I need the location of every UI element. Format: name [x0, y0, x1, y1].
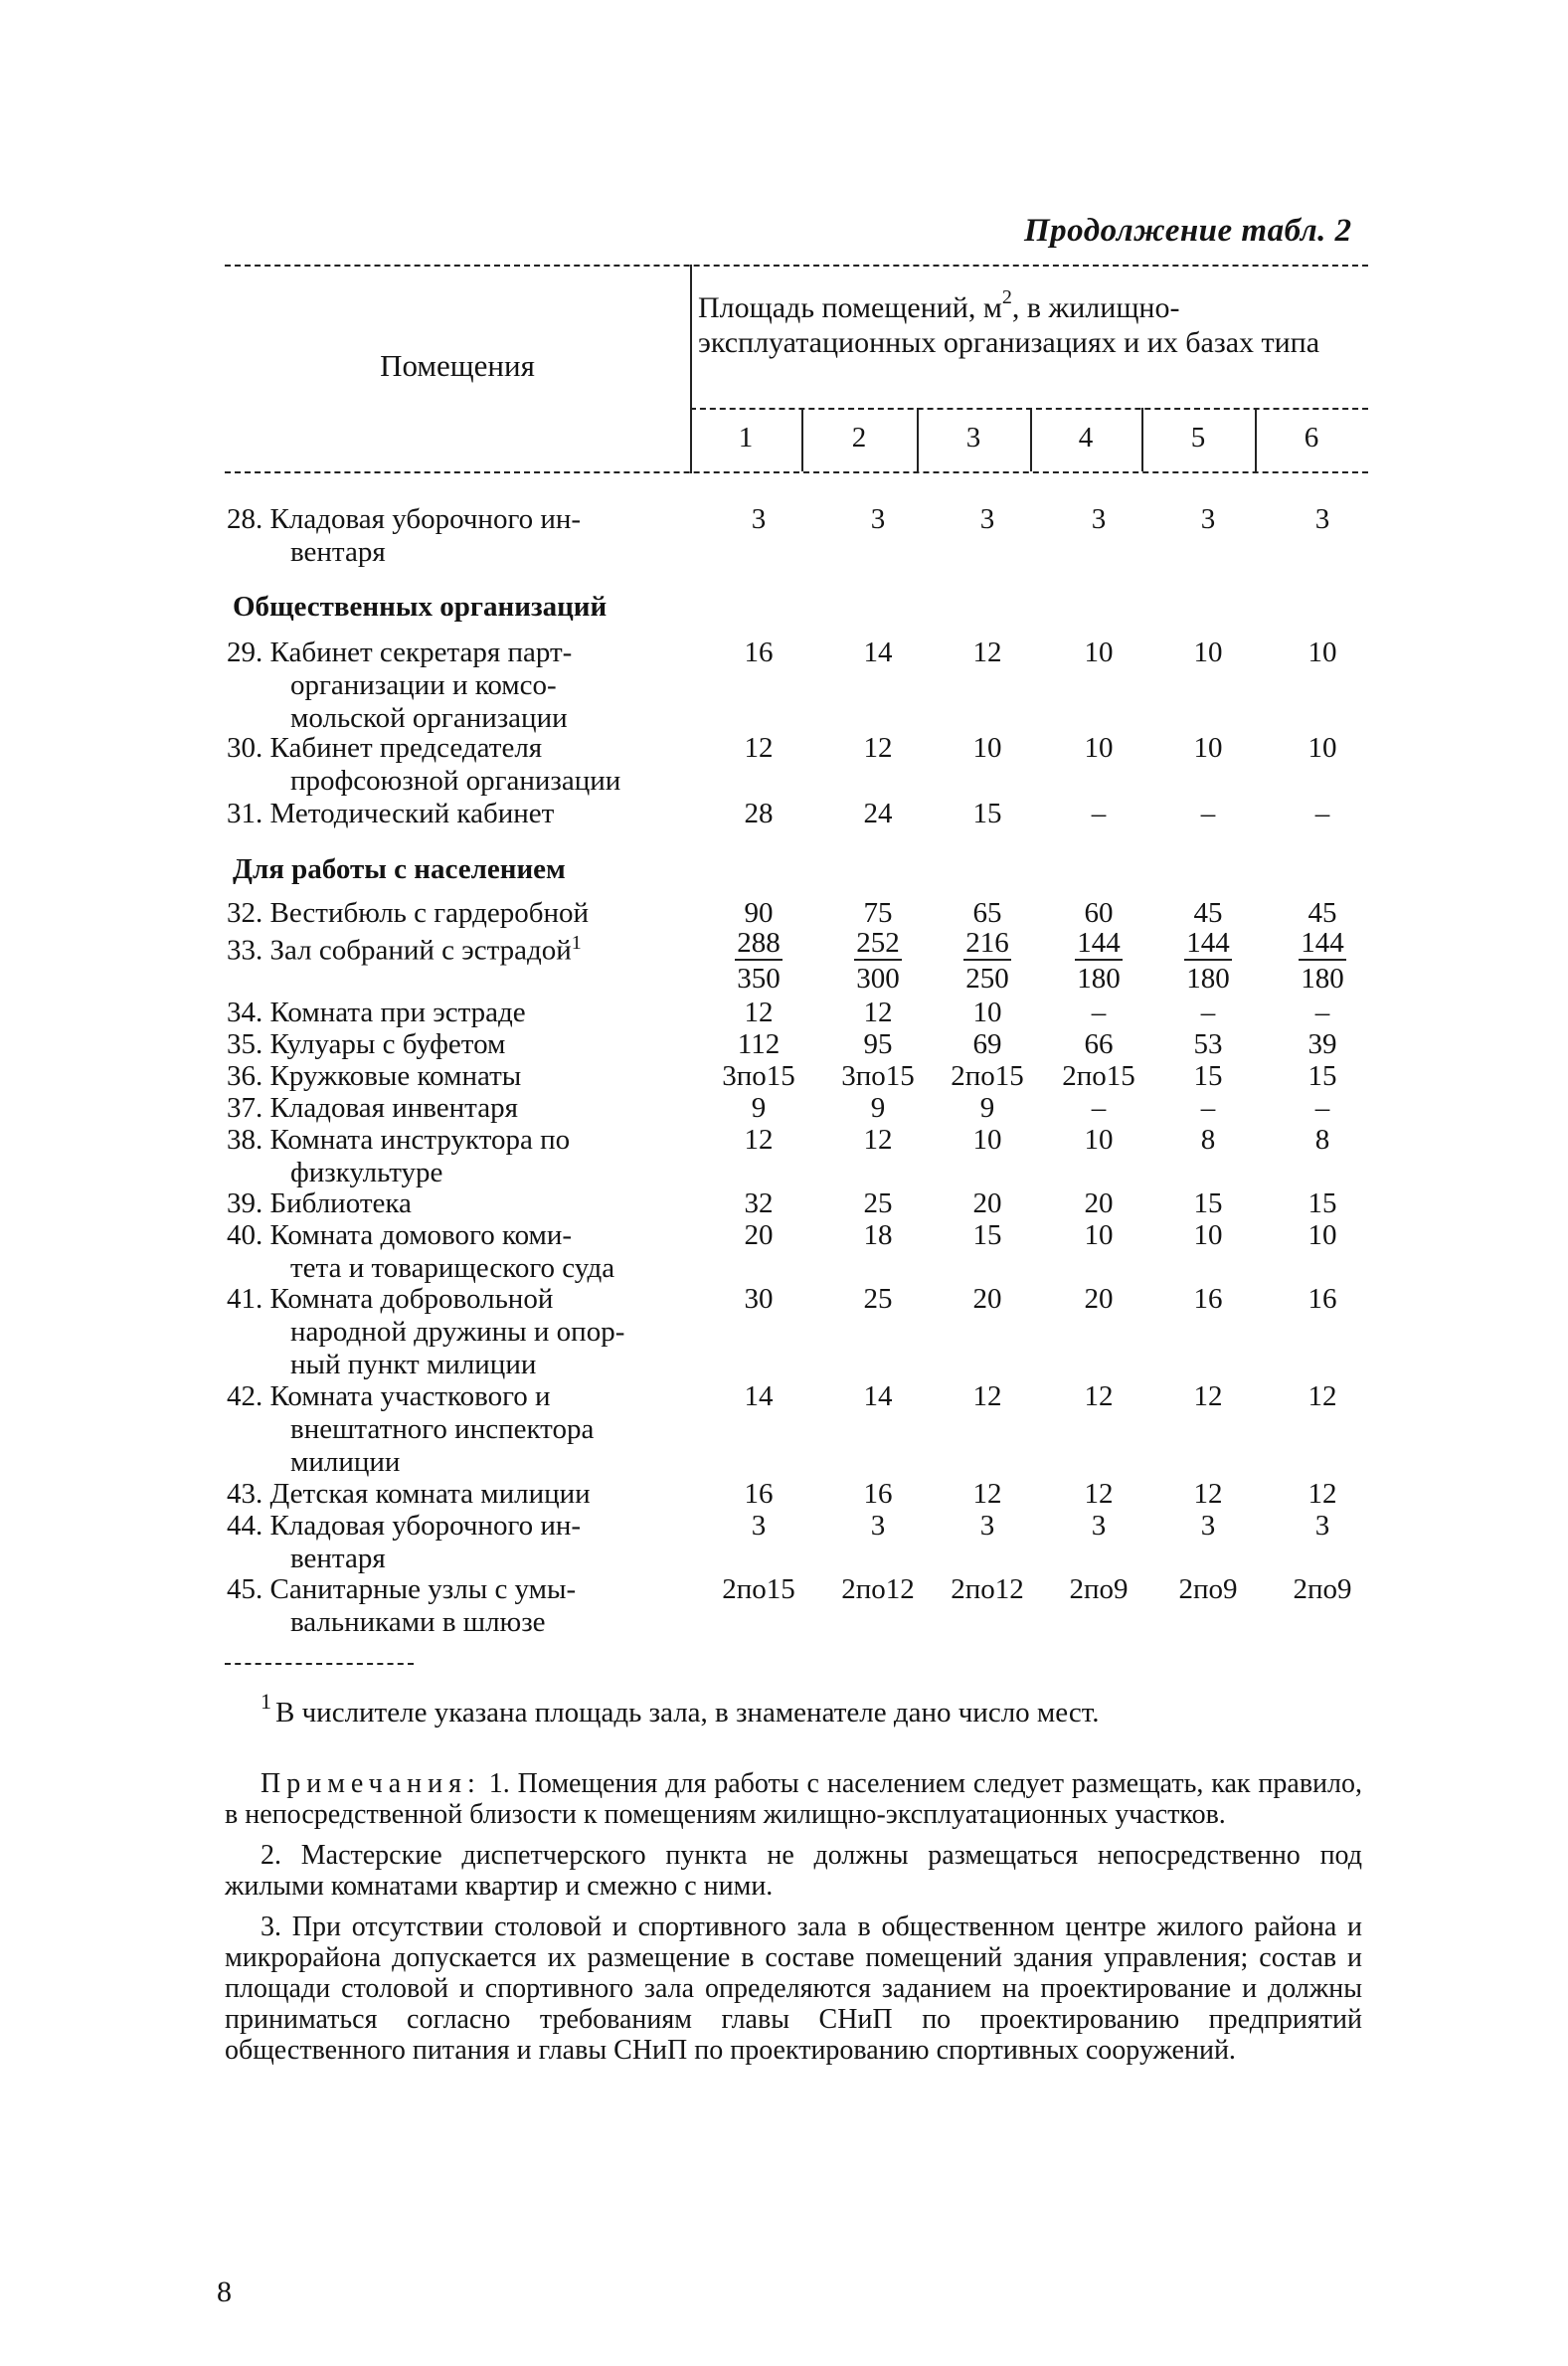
table-cell: 30: [744, 1283, 774, 1315]
table-cell: 3: [979, 1510, 995, 1542]
table-cell: 65: [972, 897, 1002, 929]
area-header-sup: 2: [1001, 286, 1012, 308]
table-cell: 14: [863, 637, 893, 668]
fraction-numerator: 216: [965, 927, 1009, 959]
row-continuation-line: мольской организации: [290, 702, 568, 734]
table-cell: 112: [737, 1028, 781, 1060]
fraction: [1299, 927, 1346, 997]
table-cell: 15: [972, 798, 1002, 829]
table-cell: 8: [1200, 1124, 1216, 1156]
table-cell: 95: [863, 1028, 893, 1060]
row-continuation-line: профсоюзной организации: [290, 765, 621, 797]
table-row-label: [227, 897, 714, 930]
row-first-line: 36. Кружковые комнаты: [227, 1060, 522, 1092]
notes-heading: Примечания:: [261, 1768, 481, 1799]
fraction-denominator: 250: [965, 963, 1009, 995]
table-cell: 2по15: [1062, 1060, 1135, 1092]
fraction-cell: [1153, 927, 1263, 997]
fraction-numerator: 144: [1301, 927, 1344, 959]
row-continuation-line: ный пункт милиции: [290, 1349, 537, 1380]
fraction-numerator: 144: [1186, 927, 1230, 959]
type-number-1: 1: [738, 422, 754, 454]
table-caption: Продолжение табл. 2: [1024, 213, 1352, 249]
table-cell: 69: [972, 1028, 1002, 1060]
row-continuation-line: внештатного инспектора: [290, 1413, 595, 1445]
fraction-cell: [1268, 927, 1377, 997]
table-cell: 3: [1091, 503, 1107, 535]
row-continuation-line: вентаря: [290, 536, 386, 568]
area-column-header: [698, 286, 1374, 360]
table-cell: 15: [972, 1219, 1002, 1251]
table-cell: 10: [972, 997, 1002, 1028]
fraction: [1075, 927, 1123, 997]
table-cell: 2по9: [1178, 1573, 1238, 1605]
table-cell: 16: [1193, 1283, 1223, 1315]
table-cell: 3: [979, 503, 995, 535]
section-heading: Общественных организаций: [233, 591, 608, 623]
row-continuation-line: вентаря: [290, 1543, 386, 1574]
table-cell: 16: [744, 637, 774, 668]
table-cell: 12: [1307, 1380, 1337, 1412]
row-continuation-line: организации и комсо-: [290, 669, 557, 701]
table-cell: 18: [863, 1219, 893, 1251]
row-first-line: 32. Вестибюль с гардеробной: [227, 897, 590, 929]
table-cell: –: [1200, 1092, 1216, 1124]
table-row-label: [227, 1028, 714, 1061]
row-first-line: 37. Кладовая инвентаря: [227, 1092, 518, 1124]
table-cell: 12: [1307, 1478, 1337, 1510]
table-cell: 3по15: [841, 1060, 915, 1092]
table-cell: 2по15: [722, 1573, 795, 1605]
row-continuation-line: народной дружины и опор-: [290, 1316, 625, 1348]
table-cell: 10: [1084, 732, 1114, 764]
type-number-5: 5: [1190, 422, 1206, 454]
row-continuation-line: вальниками в шлюзе: [290, 1606, 546, 1638]
row-first-line: 30. Кабинет председателя: [227, 732, 543, 764]
table-cell: 10: [1307, 1219, 1337, 1251]
table-cell: –: [1314, 997, 1330, 1028]
table-cell: 3: [751, 503, 767, 535]
table-cell: 12: [863, 732, 893, 764]
type-box-divider: [1030, 408, 1032, 471]
row-continuation-line: тета и товарищеского суда: [290, 1252, 615, 1284]
table-row-label: [227, 1219, 714, 1285]
table-cell: –: [1200, 798, 1216, 829]
fraction-denominator: 180: [1186, 963, 1230, 995]
header-vertical-divider: [690, 265, 692, 473]
type-box-divider: [801, 408, 803, 471]
row-first-line: 38. Комната инструктора по: [227, 1124, 571, 1156]
table-cell: 2по9: [1293, 1573, 1352, 1605]
table-cell: 16: [863, 1478, 893, 1510]
fraction-cell: [1044, 927, 1153, 997]
footnote: [261, 1689, 1100, 1729]
table-row-label: [227, 637, 714, 735]
type-number-3: 3: [965, 422, 981, 454]
table-row-label: [227, 1060, 714, 1093]
section-heading: Для работы с населением: [233, 853, 566, 885]
row-first-line: 40. Комната домового коми-: [227, 1219, 573, 1251]
type-number-4: 4: [1078, 422, 1094, 454]
type-box-divider: [1141, 408, 1143, 471]
header-top-rule: [225, 265, 1368, 267]
table-cell: –: [1091, 1092, 1107, 1124]
table-cell: –: [1091, 997, 1107, 1028]
table-cell: 10: [972, 1124, 1002, 1156]
footnote-ref: 1: [571, 932, 582, 954]
row-continuation-line: физкультуре: [290, 1157, 443, 1188]
table-cell: 45: [1193, 897, 1223, 929]
fraction-denominator: 350: [737, 963, 781, 995]
table-cell: 12: [744, 732, 774, 764]
table-cell: 15: [1193, 1187, 1223, 1219]
table-cell: 15: [1307, 1187, 1337, 1219]
table-cell: 12: [863, 1124, 893, 1156]
table-cell: 2по12: [951, 1573, 1024, 1605]
table-row-label: [227, 1283, 714, 1381]
row-first-line: 28. Кладовая уборочного ин-: [227, 503, 582, 535]
table-cell: 12: [972, 1478, 1002, 1510]
table-cell: 10: [972, 732, 1002, 764]
table-cell: 25: [863, 1187, 893, 1219]
row-first-line: 44. Кладовая уборочного ин-: [227, 1510, 582, 1542]
table-cell: 10: [1307, 637, 1337, 668]
table-cell: 60: [1084, 897, 1114, 929]
type-number-2: 2: [851, 422, 867, 454]
note-1-text: 1. Помещения для работы с населением следует размещать, как правило, в непосредственной близости к помещениям жилищно-эксплуатационных участков.: [225, 1768, 1362, 1830]
table-cell: 10: [1084, 637, 1114, 668]
table-cell: 32: [744, 1187, 774, 1219]
table-cell: 3: [1314, 503, 1330, 535]
table-cell: 24: [863, 798, 893, 829]
table-row-label: [227, 1573, 714, 1639]
note-3: 3. При отсутствии столовой и спортивного зала в общественном центре жилого района и микрорайона допускается их размещение в составе помещений здания управления; состав и площади столовой и спортивного зала определяются заданием на проектирование и должны приниматься согласно требованиям главы СНиП по проектированию предприятий общественного питания и главы СНиП по проектированию спортивных сооружений.: [225, 1911, 1362, 2066]
table-cell: –: [1314, 1092, 1330, 1124]
notes: [225, 1768, 1362, 2076]
fraction-numerator: 252: [856, 927, 900, 959]
row-first-line: 39. Библиотека: [227, 1187, 412, 1219]
fraction-cell: [704, 927, 813, 997]
table-row-label: [227, 1478, 714, 1511]
table-cell: 9: [979, 1092, 995, 1124]
table-cell: 10: [1193, 732, 1223, 764]
fraction-cell: [823, 927, 933, 997]
table-cell: 8: [1314, 1124, 1330, 1156]
table-cell: 10: [1084, 1219, 1114, 1251]
table-cell: 9: [751, 1092, 767, 1124]
header-bottom-rule: [225, 471, 1368, 473]
table-cell: 16: [1307, 1283, 1337, 1315]
table-cell: 15: [1193, 1060, 1223, 1092]
table-cell: 3: [751, 1510, 767, 1542]
table-cell: 20: [744, 1219, 774, 1251]
table-cell: 3: [1200, 503, 1216, 535]
fraction: [854, 927, 902, 997]
footnote-rule: [225, 1663, 414, 1665]
note-2: 2. Мастерские диспетчерского пункта не должны размещаться непосредственно под жилыми комнатами квартир и смежно с ними.: [225, 1840, 1362, 1902]
row-first-line: 34. Комната при эстраде: [227, 997, 526, 1028]
table-cell: 12: [744, 997, 774, 1028]
table-cell: 10: [1193, 1219, 1223, 1251]
page-number: 8: [217, 2275, 232, 2308]
row-first-line: 35. Кулуары с буфетом: [227, 1028, 506, 1060]
table-cell: 3: [870, 503, 886, 535]
table-cell: 12: [972, 637, 1002, 668]
row-first-line: 42. Комната участкового и: [227, 1380, 551, 1412]
table-cell: 10: [1307, 732, 1337, 764]
area-header-prefix: Площадь помещений, м: [698, 291, 1002, 324]
table-row-label: [227, 927, 714, 968]
fraction-denominator: 300: [856, 963, 900, 995]
table-cell: 45: [1307, 897, 1337, 929]
table-cell: 25: [863, 1283, 893, 1315]
table-cell: 12: [1193, 1380, 1223, 1412]
table-cell: 20: [1084, 1187, 1114, 1219]
fraction-numerator: 288: [737, 927, 781, 959]
rooms-column-header: Помещения: [380, 348, 535, 383]
table-cell: 20: [1084, 1283, 1114, 1315]
table-cell: 3: [1091, 1510, 1107, 1542]
table-cell: 10: [1193, 637, 1223, 668]
table-cell: 39: [1307, 1028, 1337, 1060]
table-cell: 16: [744, 1478, 774, 1510]
table-cell: 75: [863, 897, 893, 929]
fraction-numerator: 144: [1077, 927, 1121, 959]
table-row-label: [227, 732, 714, 798]
fraction: [1184, 927, 1232, 997]
type-number-6: 6: [1304, 422, 1319, 454]
table-cell: 12: [1084, 1380, 1114, 1412]
table-row-label: [227, 1510, 714, 1575]
table-cell: 9: [870, 1092, 886, 1124]
table-cell: 20: [972, 1187, 1002, 1219]
row-first-line: 45. Санитарные узлы с умы-: [227, 1573, 577, 1605]
table-row-label: [227, 1187, 714, 1220]
table-cell: –: [1314, 798, 1330, 829]
row-first-line: 29. Кабинет секретаря парт-: [227, 637, 573, 668]
table-cell: 20: [972, 1283, 1002, 1315]
table-cell: 15: [1307, 1060, 1337, 1092]
table-cell: 2по12: [841, 1573, 915, 1605]
row-first-line: 41. Комната добровольной: [227, 1283, 554, 1315]
row-first-line: 33. Зал собраний с эстрадой: [227, 934, 572, 967]
footnote-text: В числителе указана площадь зала, в знаменателе дано число мест.: [275, 1697, 1100, 1729]
table-cell: 12: [1084, 1478, 1114, 1510]
table-cell: 12: [972, 1380, 1002, 1412]
footnote-marker: 1: [261, 1689, 271, 1714]
table-cell: 10: [1084, 1124, 1114, 1156]
type-box-divider: [917, 408, 919, 471]
area-header-suffix: , в жилищно- эксплуатационных организациях и их базах типа: [698, 291, 1320, 359]
fraction-denominator: 180: [1077, 963, 1121, 995]
table-cell: 14: [863, 1380, 893, 1412]
note-1: [225, 1768, 1362, 1830]
table-cell: 3: [1200, 1510, 1216, 1542]
row-continuation-line: милиции: [290, 1446, 401, 1478]
table-cell: 3: [870, 1510, 886, 1542]
row-first-line: 43. Детская комната милиции: [227, 1478, 591, 1510]
table-cell: 12: [744, 1124, 774, 1156]
table-row-label: [227, 503, 714, 569]
table-row-label: [227, 1124, 714, 1189]
table-cell: 53: [1193, 1028, 1223, 1060]
table-cell: 2по15: [951, 1060, 1024, 1092]
table-cell: –: [1091, 798, 1107, 829]
table-cell: 66: [1084, 1028, 1114, 1060]
table-row-label: [227, 798, 714, 830]
table-cell: 28: [744, 798, 774, 829]
table-cell: 12: [863, 997, 893, 1028]
table-row-label: [227, 1380, 714, 1479]
fraction-denominator: 180: [1301, 963, 1344, 995]
fraction: [735, 927, 783, 997]
table-cell: 3по15: [722, 1060, 795, 1092]
table-row-label: [227, 997, 714, 1029]
table-cell: 90: [744, 897, 774, 929]
table-cell: –: [1200, 997, 1216, 1028]
type-box-divider: [1255, 408, 1257, 471]
table-cell: 3: [1314, 1510, 1330, 1542]
row-first-line: 31. Методический кабинет: [227, 798, 555, 829]
table-row-label: [227, 1092, 714, 1125]
table-cell: 12: [1193, 1478, 1223, 1510]
table-cell: 2по9: [1069, 1573, 1129, 1605]
header-mid-rule: [690, 408, 1368, 410]
fraction-cell: [933, 927, 1042, 997]
table-cell: 14: [744, 1380, 774, 1412]
fraction: [963, 927, 1011, 997]
